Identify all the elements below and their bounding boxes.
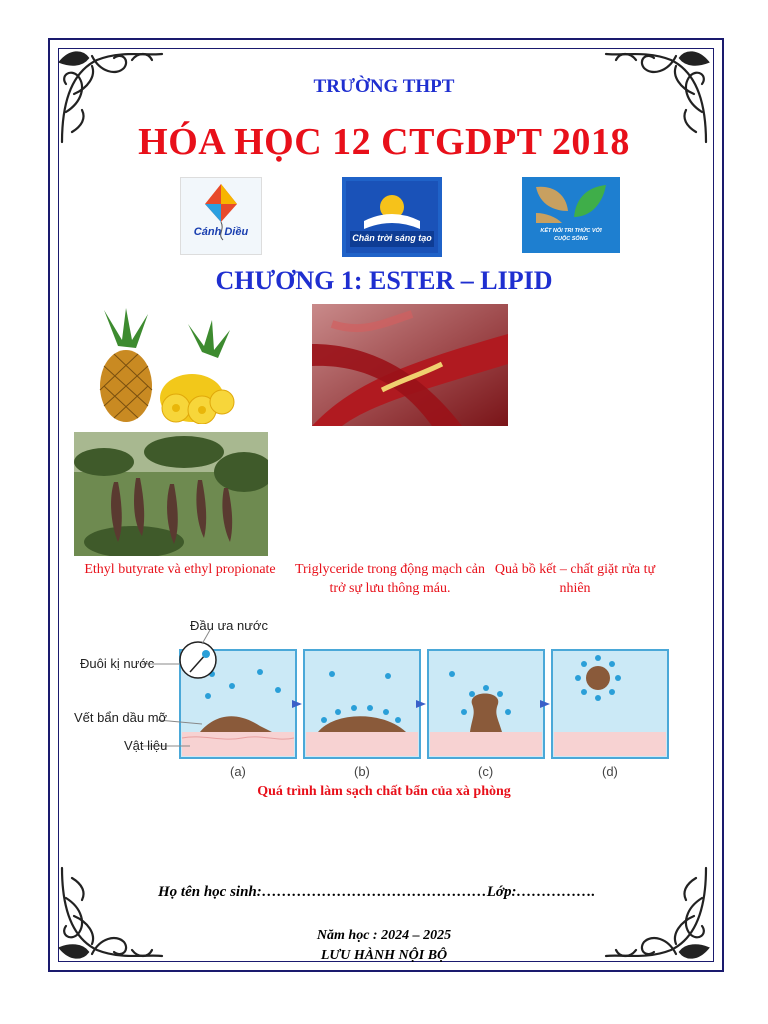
step-b-label: (b) (354, 764, 370, 779)
step-c-label: (c) (478, 764, 494, 779)
school-year: Năm học : 2024 – 2025 (316, 928, 452, 943)
artery-image (312, 304, 508, 426)
hydrophobic-tail-label: Đuôi kị nước (80, 656, 155, 671)
chan-troi-sang-tao-logo: Chân trời sáng tạo (342, 177, 442, 257)
soap-process-illustration (72, 614, 676, 784)
pods-caption: Quả bồ kết – chất giặt rửa tự nhiên (494, 562, 656, 596)
ket-noi-tri-thuc-logo: KẾT NỐI TRI THỨC VỚI CUỘC SỐNG (522, 177, 620, 253)
artery-caption: Triglyceride trong động mạch cản trở sự lưu thông máu. (295, 562, 485, 596)
soapberry-pods-image (74, 432, 268, 556)
pineapple-caption: Ethyl butyrate và ethyl propionate (84, 562, 276, 577)
page-title: HÓA HỌC 12 CTGDPT 2018 (138, 121, 630, 163)
step-a-label: (a) (230, 764, 246, 779)
canh-dieu-logo: Cánh Diều (180, 177, 262, 255)
student-info-line: Họ tên học sinh:………………………………………Lớp:……………. (158, 884, 596, 900)
soap-cleaning-diagram (72, 614, 676, 784)
material-label: Vật liệu (124, 738, 168, 753)
hydrophilic-head-label: Đầu ưa nước (190, 618, 268, 633)
grease-stain-label: Vết bẩn dầu mỡ (74, 710, 168, 725)
pineapple-image (74, 306, 240, 424)
chapter-title: CHƯƠNG 1: ESTER – LIPID (215, 266, 553, 295)
school-name: TRƯỜNG THPT (313, 76, 455, 97)
diagram-caption: Quá trình làm sạch chất bẩn của xà phòng (257, 784, 511, 799)
circulation-note: LƯU HÀNH NỘI BỘ (320, 948, 448, 963)
step-d-label: (d) (602, 764, 618, 779)
